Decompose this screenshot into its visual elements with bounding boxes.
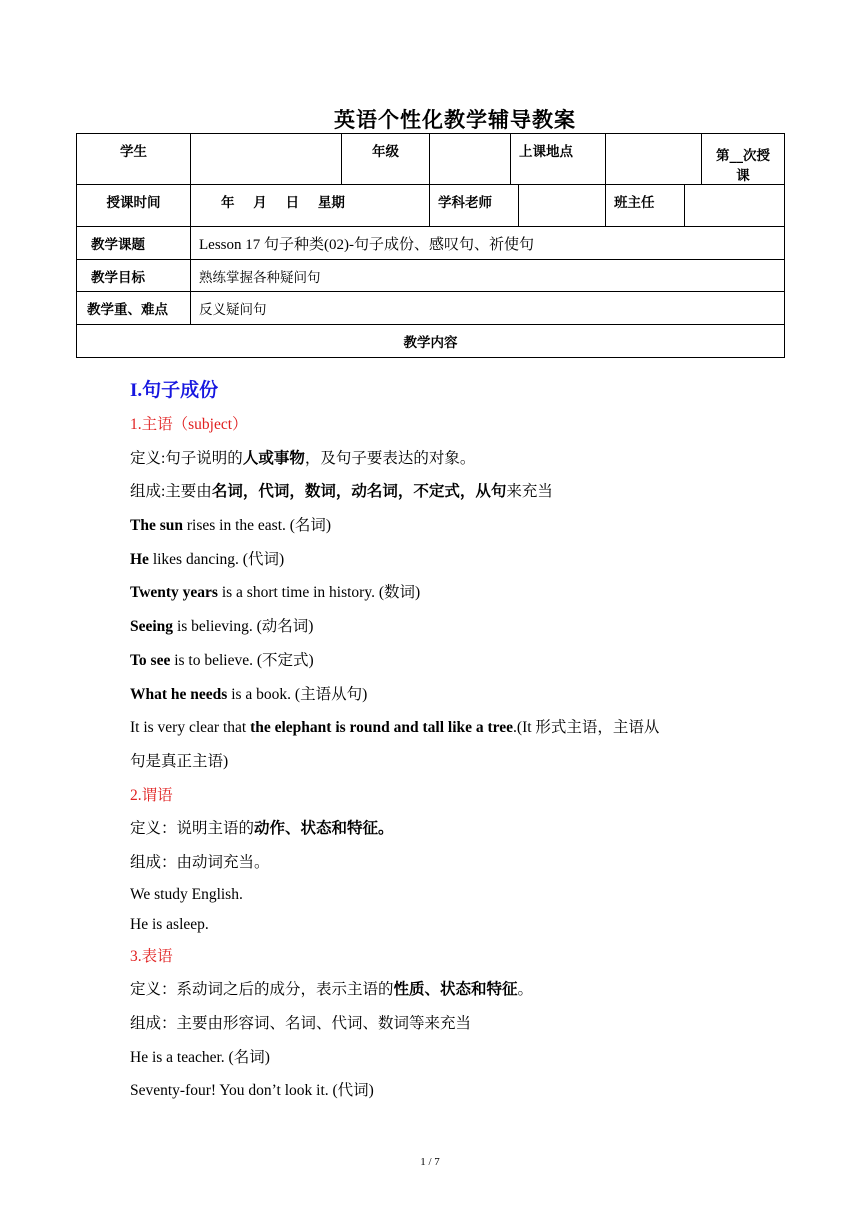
goal-value: 熟练掌握各种疑问句 bbox=[191, 260, 785, 292]
teacher-cell bbox=[430, 185, 606, 227]
example-line: We study English. bbox=[130, 885, 243, 903]
key-value: 反义疑问句 bbox=[191, 292, 785, 325]
date-fields: 年 月 日 星期 bbox=[191, 185, 430, 227]
location-value bbox=[606, 134, 785, 185]
example-line: Twenty years is a short time in history. (数词) bbox=[130, 584, 421, 602]
lesson-info-table bbox=[76, 133, 785, 358]
grade-value bbox=[430, 134, 511, 185]
it-example-line: It is very clear that the elephant is round and tall like a tree.(It 形式主语，主语从 bbox=[130, 719, 660, 737]
example-line: The sun rises in the east. (名词) bbox=[130, 517, 332, 535]
student-value bbox=[191, 134, 342, 185]
grade-label: 年级 bbox=[342, 134, 430, 185]
key-label: 教学重、难点 bbox=[77, 292, 191, 325]
subject-heading: 1.主语（subject） bbox=[130, 416, 248, 433]
example-line: What he needs is a book. (主语从句) bbox=[130, 685, 368, 703]
subject-definition: 定义:句子说明的人或事物，及句子要表达的对象。 bbox=[130, 449, 476, 467]
topic-label: 教学课题 bbox=[77, 227, 191, 260]
lesson-number: 第__次授课 bbox=[716, 148, 770, 184]
predicate-definition: 定义：说明主语的动作、状态和特征。 bbox=[130, 820, 394, 838]
content-label: 教学内容 bbox=[77, 325, 785, 358]
example-line: He likes dancing. (代词) bbox=[130, 550, 285, 568]
example-line: Seventy-four! You don’t look it. (代词) bbox=[130, 1082, 374, 1100]
it-example-continuation: 句是真正主语) bbox=[130, 752, 229, 770]
student-label: 学生 bbox=[77, 134, 191, 185]
example-line: He is a teacher. (名词) bbox=[130, 1048, 270, 1066]
lesson-body bbox=[130, 374, 730, 1108]
goal-label: 教学目标 bbox=[77, 260, 191, 292]
predicate-composition: 组成：由动词充当。 bbox=[130, 853, 270, 871]
document-title: 英语个性化教学辅导教案 bbox=[334, 108, 576, 132]
page-number: 1 / 7 bbox=[420, 1156, 440, 1168]
section-heading: I.句子成份 bbox=[130, 380, 219, 401]
teacher-label: 学科老师 bbox=[430, 185, 519, 226]
head-teacher-label: 班主任 bbox=[606, 185, 685, 226]
subject-composition: 组成:主要由名词，代词，数词，动名词，不定式，从句来充当 bbox=[130, 483, 553, 501]
predicative-heading: 3.表语 bbox=[130, 947, 173, 965]
predicate-heading: 2.谓语 bbox=[130, 786, 173, 804]
time-label: 授课时间 bbox=[77, 185, 191, 227]
head-teacher-cell bbox=[606, 185, 785, 227]
example-line: To see is to believe. (不定式) bbox=[130, 651, 314, 669]
example-line: Seeing is believing. (动名词) bbox=[130, 618, 314, 636]
predicative-composition: 组成：主要由形容词、名词、代词、数词等来充当 bbox=[130, 1015, 472, 1032]
example-line: He is asleep. bbox=[130, 915, 209, 933]
predicative-definition: 定义：系动词之后的成分，表示主语的性质、状态和特征。 bbox=[130, 981, 534, 999]
location-label: 上课地点 bbox=[511, 134, 606, 185]
topic-value: Lesson 17 句子种类(02)-句子成份、感叹句、祈使句 bbox=[191, 227, 785, 260]
